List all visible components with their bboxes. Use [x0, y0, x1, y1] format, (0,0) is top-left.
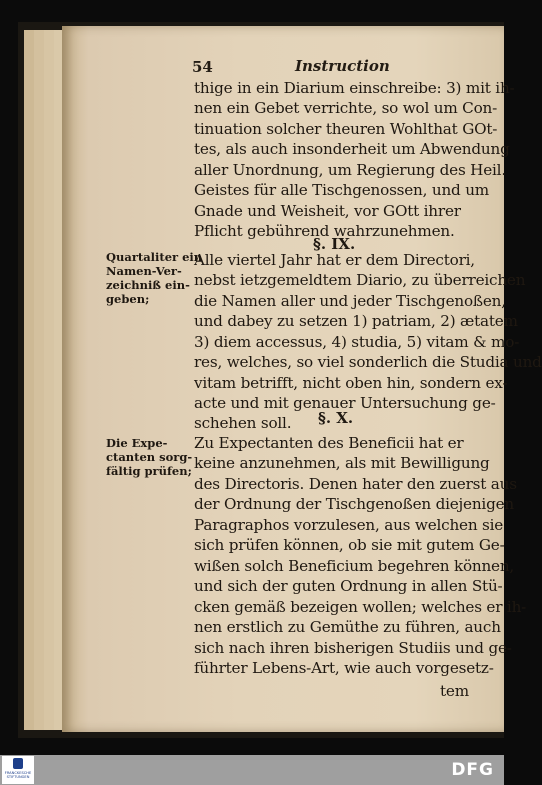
text-line: nebst ietzgemeldtem Diario, zu überreichen — [194, 271, 526, 289]
margin-note-line: geben; — [106, 292, 150, 306]
text-line: tes, als auch insonderheit um Abwendung — [194, 140, 510, 158]
text-line: Paragraphos vorzulesen, aus welchen sie — [194, 516, 504, 534]
text-line: 3) diem accessus, 4) studia, 5) vitam & mo- — [194, 333, 520, 351]
library-logo[interactable] — [2, 756, 34, 784]
text-line: res, welches, so viel sonderlich die Studia und — [194, 353, 542, 371]
text-line: wißen solch Beneficium begehren können, — [194, 557, 515, 575]
text-line: der Ordnung der Tischgenoßen diejenigen — [194, 495, 514, 513]
text-line: Gnade und Weisheit, vor GOtt ihrer — [194, 202, 461, 220]
text-line: acte und mit genauer Untersuchung ge- — [194, 394, 496, 412]
text-line: und sich der guten Ordnung in allen Stü- — [194, 577, 503, 595]
viewer-footer-bar — [0, 755, 504, 785]
dfg-logo[interactable]: DFG — [451, 760, 494, 780]
page-number: 54 — [192, 58, 213, 76]
text-line: die Namen aller und jeder Tischgenoßen, — [194, 292, 506, 310]
text-line: aller Unordnung, um Regierung des Heil. — [194, 161, 506, 179]
margin-note-line: Die Expe- — [106, 436, 168, 450]
text-line: sich prüfen können, ob sie mit gutem Ge- — [194, 536, 505, 554]
running-title: Instruction — [295, 57, 390, 75]
catchword: tem — [440, 682, 469, 700]
margin-note-line: zeichniß ein- — [106, 278, 190, 292]
library-logo-text: FRANCKESCHE STIFTUNGEN — [4, 771, 32, 779]
text-line: Geistes für alle Tischgenossen, und um — [194, 181, 489, 199]
section-heading: §. X. — [318, 409, 354, 427]
text-line: Zu Expectanten des Beneficii hat er — [194, 434, 464, 452]
text-line: keine anzunehmen, als mit Bewilligung — [194, 454, 490, 472]
margin-note-line: fältig prüfen; — [106, 464, 192, 478]
text-line: sich nach ihren bisherigen Studiis und ge- — [194, 639, 512, 657]
text-line: schehen soll. — [194, 414, 292, 432]
library-emblem-icon — [13, 758, 23, 769]
text-line: nen erstlich zu Gemüthe zu führen, auch — [194, 618, 501, 636]
margin-note-line: Quartaliter ein — [106, 250, 203, 264]
text-line: thige in ein Diarium einschreibe: 3) mit ih- — [194, 79, 515, 97]
text-line: tinuation solcher theuren Wohlthat GOt- — [194, 120, 498, 138]
text-line: Pflicht gebührend wahrzunehmen. — [194, 222, 455, 240]
text-line: Alle viertel Jahr hat er dem Directori, — [194, 251, 475, 269]
text-line: nen ein Gebet verrichte, so wol um Con- — [194, 99, 498, 117]
section-heading: §. IX. — [313, 235, 356, 253]
text-line: vitam betrifft, nicht oben hin, sondern ex- — [194, 374, 508, 392]
text-line: führter Lebens-Art, wie auch vorgesetz- — [194, 659, 494, 677]
margin-note-line: Namen-Ver- — [106, 264, 182, 278]
margin-note-line: ctanten sorg- — [106, 450, 193, 464]
text-line: des Directoris. Denen hater den zuerst aus — [194, 475, 517, 493]
text-line: cken gemäß bezeigen wollen; welches er ih- — [194, 598, 527, 616]
text-line: und dabey zu setzen 1) patriam, 2) ætatem — [194, 312, 518, 330]
